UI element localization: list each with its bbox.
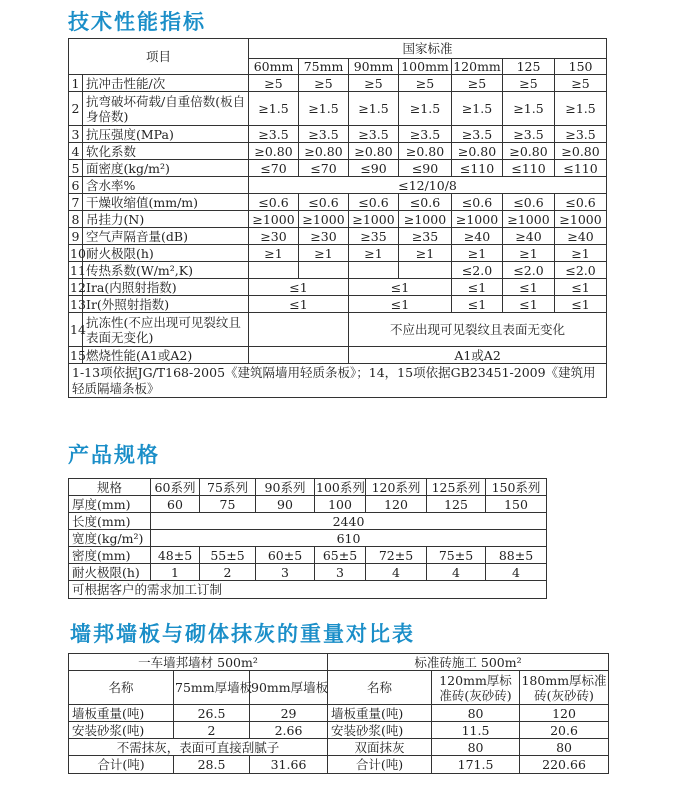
spec-note: 可根据客户的需求加工订制 [69,581,547,599]
row-value: ≥5 [299,75,349,92]
row-value: ≤110 [503,160,555,177]
size-header: 100mm [399,59,452,75]
row-name: 干燥收缩值(mm/m) [83,194,249,211]
row-value: ≤1 [452,279,503,296]
row-value: ≤0.6 [249,194,299,211]
row-name: 抗冻性(不应出现可见裂纹且表面无变化) [83,313,249,347]
fire-value: 3 [256,564,315,581]
tech-note: 1-13项依据JG/T168-2005《建筑隔墙用轻质条板》；14，15项依据GB23451-2009《建筑用轻质隔墙条板》 [69,364,607,398]
row-value: ≥0.80 [503,143,555,160]
total-90: 31.66 [250,756,328,774]
row-number: 4 [69,143,83,160]
row-number: 12 [70,279,86,295]
row-value: ≤0.6 [299,194,349,211]
row-value: ≤0.6 [349,194,399,211]
thickness-value: 120 [366,496,427,513]
thickness-value: 125 [427,496,486,513]
col-180-header: 180mm厚标准砖(灰砂砖) [521,672,607,703]
row-value: ≤1 [349,296,452,313]
row-value: ≥0.80 [452,143,503,160]
density-value: 72±5 [366,547,427,564]
row-value: ≥35 [399,228,452,245]
right-header: 标准砖施工 500m² [328,654,609,671]
spec-header-cell: 100系列 [316,479,365,495]
row-value: ≤1 [503,279,555,296]
row-value-merged: 不应出现可见裂纹且表面无变化 [349,313,607,347]
weight-title: 墙邦墙板与砌体抹灰的重量对比表 [70,622,415,646]
row-value: ≤90 [399,160,452,177]
row-name: 抗压强度(MPa) [83,126,249,143]
size-header: 90mm [349,59,399,75]
size-header: 60mm [249,59,299,75]
double-plaster-label: 双面抹灰 [328,739,432,756]
row-value: ≥3.5 [503,126,555,143]
spec-header-cell: 150系列 [486,479,547,496]
row-number: 13 [70,296,86,312]
row-value-merged: ≤12/10/8 [249,177,607,194]
size-header: 125 [503,59,555,75]
row-value: ≥3.5 [299,126,349,143]
double-plaster-180: 80 [520,739,609,756]
row-value: ≥0.80 [249,143,299,160]
row-value: ≤1 [249,296,349,313]
row-value: ≥1.5 [555,92,607,126]
row-value: ≤2.0 [452,262,503,279]
row-value: ≥3.5 [399,126,452,143]
density-value: 60±5 [256,547,315,564]
row-value: ≤0.6 [399,194,452,211]
spec-header-cell: 75系列 [200,479,256,496]
row-value-merged: A1或A2 [349,347,607,364]
row-value: ≤70 [249,160,299,177]
row-name: 空气声隔音量(dB) [83,228,249,245]
row-value: ≥1.5 [452,92,503,126]
row-value: ≥1000 [399,211,452,228]
row-value: ≥0.80 [299,143,349,160]
row-weight-90: 29 [250,705,328,722]
row-value: ≥5 [503,75,555,92]
row-value: ≤90 [349,160,399,177]
row-value: ≥30 [249,228,299,245]
row-mortar-120: 11.5 [432,722,520,739]
size-header: 120mm [453,59,501,74]
row-value: ≥1 [349,245,399,262]
row-name: 含水率% [83,177,249,194]
row-weight-180: 120 [520,705,609,722]
row-value: ≥3.5 [452,126,503,143]
row-name: 耐火极限(h) [83,245,249,262]
spec-header-cell: 规格 [69,479,151,496]
row-value: ≥1.5 [399,92,452,126]
row-value: ≥1 [452,245,503,262]
double-plaster-120: 80 [432,739,520,756]
row-value: ≤1 [249,279,349,296]
row-value: ≤70 [299,160,349,177]
size-header: 75mm [299,59,349,75]
thickness-value: 90 [256,496,315,513]
row-number: 3 [69,126,83,143]
row-value: ≥5 [399,75,452,92]
row-value: ≥30 [299,228,349,245]
row-value: ≥3.5 [249,126,299,143]
row-value: ≥1.5 [349,92,399,126]
thickness-value: 60 [151,496,200,513]
row-value: ≥5 [349,75,399,92]
thickness-value: 150 [486,496,547,513]
width-label: 宽度(kg/m²) [69,530,151,547]
row-value: ≥40 [503,228,555,245]
row-value: ≥3.5 [555,126,607,143]
row-name: 面密度(kg/m²) [83,160,249,177]
row-value: ≥1 [249,245,299,262]
row-number: 8 [69,211,83,228]
row-value: ≥5 [452,75,503,92]
row-mortar-label-right: 安装砂浆(吨) [328,722,432,739]
row-value: ≥35 [349,228,399,245]
row-value: ≥5 [555,75,607,92]
total-180: 220.66 [520,756,609,774]
name-label-left: 名称 [69,671,174,705]
row-value: ≥1000 [249,211,299,228]
no-plaster-note: 不需抹灰，表面可直接刮腻子 [69,739,328,756]
spec-header-cell: 125系列 [427,479,486,496]
total-label-left: 合计(吨) [69,756,174,774]
row-value: ≥0.80 [349,143,399,160]
spec-header-cell: 120系列 [366,479,427,496]
row-weight-75: 26.5 [174,705,250,722]
spec-header-cell: 60系列 [151,479,200,496]
row-mortar-75: 2 [174,722,250,739]
row-mortar-90: 2.66 [250,722,328,739]
national-header: 国家标准 [249,39,607,59]
row-value: ≤0.6 [555,194,607,211]
row-value: ≤1 [555,279,607,296]
col-120-header: 120mm厚标准砖(灰砂砖) [432,671,520,705]
row-name: Ir(外照射指数) [83,296,249,313]
item-header: 项目 [69,39,249,75]
total-label-right: 合计(吨) [328,756,432,774]
row-value: ≥40 [452,228,503,245]
thickness-value: 100 [315,496,366,513]
col-90-header: 90mm厚墙板 [250,671,328,705]
fire-value: 2 [200,564,256,581]
row-number: 7 [69,194,83,211]
left-header: 一车墙邦墙材 500m² [69,654,328,671]
row-weight-label: 墙板重量(吨) [69,705,174,722]
row-mortar-180: 20.6 [520,722,609,739]
fire-value: 4 [486,564,547,581]
name-label-right: 名称 [328,671,432,705]
fire-value: 4 [366,564,427,581]
row-value: ≤0.6 [452,194,503,211]
row-name: 抗冲击性能/次 [83,75,249,92]
row-value: ≤110 [452,160,503,177]
density-label: 密度(mm) [69,547,151,564]
spec-header-cell: 90系列 [256,479,315,496]
fire-value: 3 [315,564,366,581]
row-number: 2 [69,92,83,126]
row-value: ≥1000 [555,211,607,228]
density-value: 55±5 [200,547,256,564]
row-value: ≤2.0 [503,262,555,279]
row-value [399,262,452,279]
row-weight-label-right: 墙板重量(吨) [328,705,432,722]
row-value: ≤1 [503,296,555,313]
size-header: 150 [555,59,607,75]
row-value: ≥1000 [349,211,399,228]
row-value [249,262,299,279]
row-value: ≥1000 [299,211,349,228]
fire-value: 4 [427,564,486,581]
row-value [299,262,349,279]
row-value: ≥40 [555,228,607,245]
weight-table [68,653,609,774]
length-label: 长度(mm) [69,513,151,530]
tech-table [68,38,607,398]
col-75-header: 75mm厚墙板 [174,671,250,705]
row-value: ≥1 [503,245,555,262]
total-120: 171.5 [432,756,520,774]
row-number: 5 [69,160,83,177]
row-value [349,262,399,279]
row-value: ≤110 [555,160,607,177]
row-mortar-label: 安装砂浆(吨) [69,722,174,739]
row-name: Ira(内照射指数) [83,279,249,296]
row-value: ≥1000 [452,211,503,228]
row-value: ≤2.0 [555,262,607,279]
row-number: 14 [69,313,83,347]
row-number: 9 [69,228,83,245]
density-value: 75±5 [427,547,486,564]
row-number: 1 [69,75,83,92]
row-name: 吊挂力(N) [83,211,249,228]
row-value: ≥1000 [503,211,555,228]
fire-value: 1 [151,564,200,581]
row-value: ≥1 [399,245,452,262]
row-value: ≥5 [249,75,299,92]
row-value-empty [249,347,349,364]
row-value: ≤1 [555,296,607,313]
row-value: ≥0.80 [399,143,452,160]
row-value-empty [249,313,349,347]
row-number: 10 [70,245,86,261]
row-name: 燃烧性能(A1或A2) [83,347,249,364]
fire-label: 耐火极限(h) [69,564,151,581]
total-75: 28.5 [174,756,250,774]
length-value: 2440 [151,513,547,530]
row-value: ≤1 [349,279,452,296]
row-value: ≥1.5 [299,92,349,126]
row-name: 软化系数 [83,143,249,160]
row-value: ≥0.80 [555,143,607,160]
row-value: ≥3.5 [349,126,399,143]
spec-table [68,478,547,599]
width-value: 610 [151,530,547,547]
density-value: 88±5 [486,547,547,564]
row-value: ≤1 [452,296,503,313]
row-number: 15 [70,347,86,363]
row-value: ≤0.6 [503,194,555,211]
thickness-value: 75 [200,496,256,513]
row-name: 传热系数(W/m²,K) [83,262,249,279]
row-name: 抗弯破坏荷载/自重倍数(板自身倍数) [83,92,249,126]
row-number: 6 [69,177,83,194]
row-value: ≥1 [555,245,607,262]
tech-title: 技术性能指标 [68,10,206,34]
spec-title: 产品规格 [68,443,160,467]
density-value: 65±5 [315,547,366,564]
row-weight-120: 80 [432,705,520,722]
density-value: 48±5 [151,547,200,564]
row-value: ≥1.5 [249,92,299,126]
row-value: ≥1.5 [503,92,555,126]
thickness-label: 厚度(mm) [69,496,151,513]
row-number: 11 [70,262,86,278]
row-value: ≥1 [299,245,349,262]
